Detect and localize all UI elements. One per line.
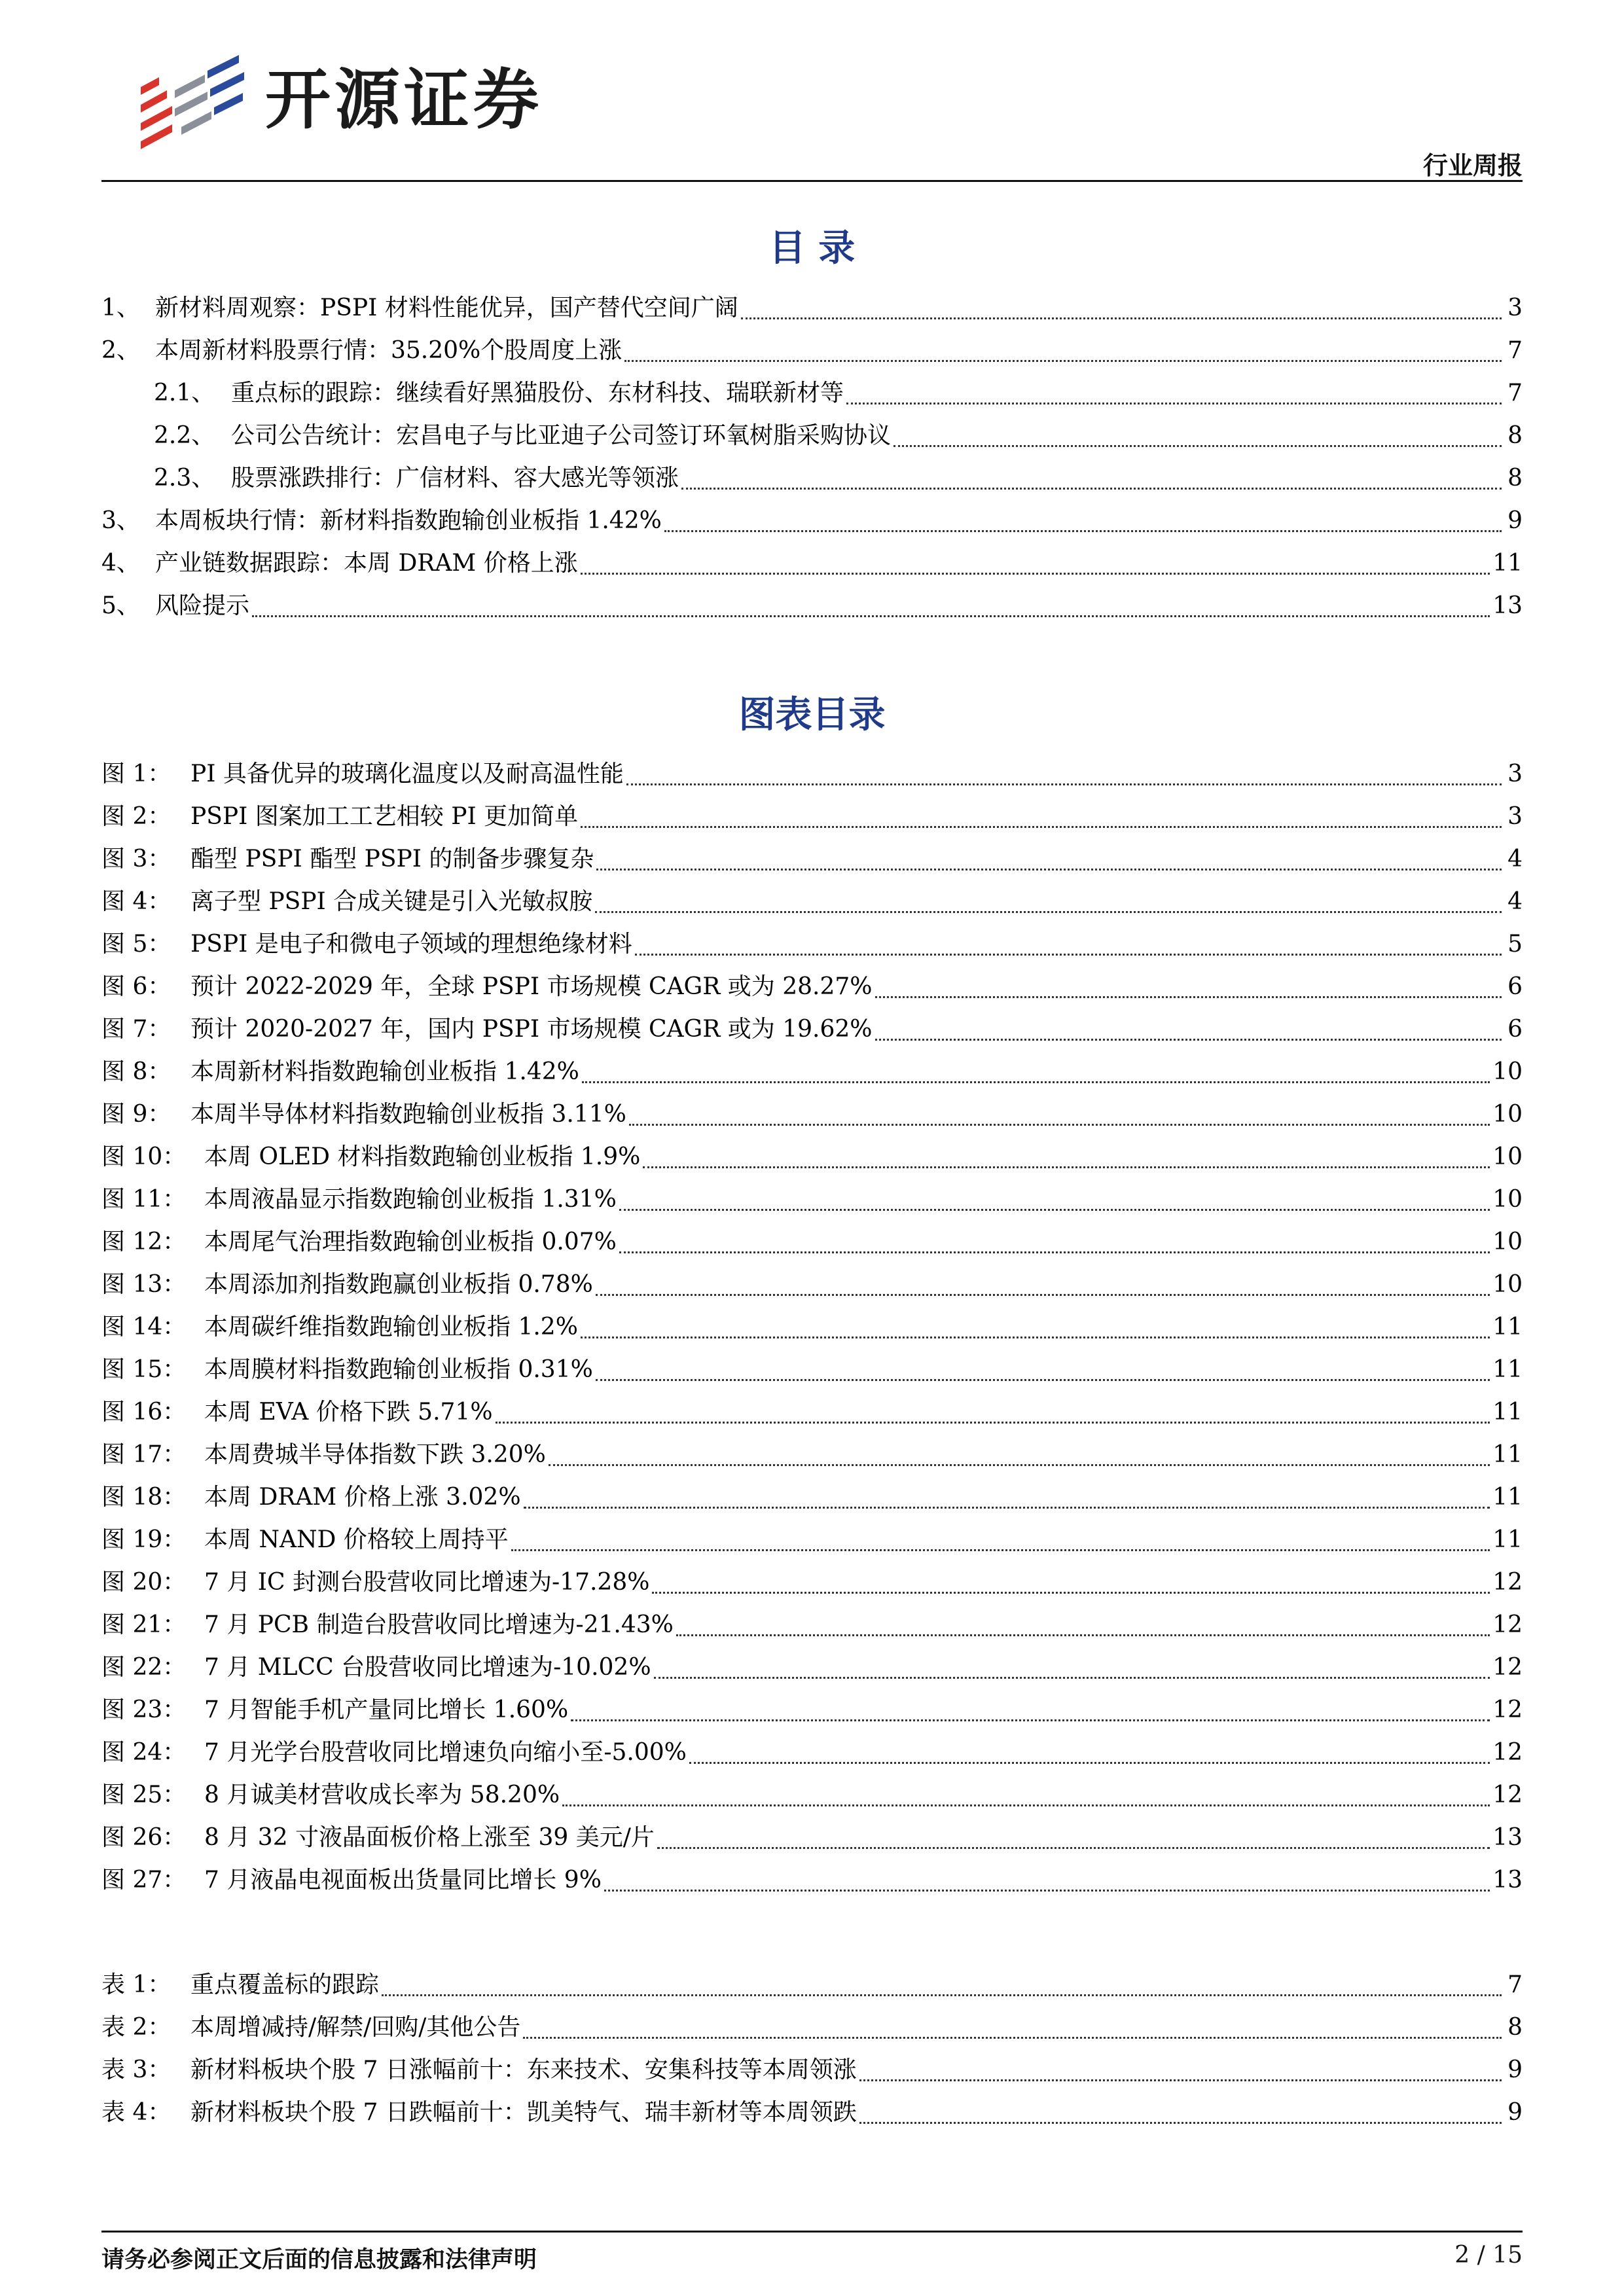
dot-leader	[741, 317, 1502, 319]
dot-leader	[635, 954, 1502, 956]
entry-page-number[interactable]: 4	[1507, 846, 1523, 872]
entry-page-number[interactable]: 10	[1492, 1186, 1523, 1213]
entry-number: 图 13：	[101, 1271, 187, 1298]
entry-page-number[interactable]: 11	[1492, 1441, 1523, 1468]
entry-number: 图 23：	[101, 1696, 187, 1723]
figure-entry[interactable]	[101, 965, 1523, 1008]
entry-title[interactable]: 新材料板块个股 7 日跌幅前十：凯美特气、瑞丰新材等本周领跌	[190, 2099, 857, 2126]
entry-title[interactable]: 重点覆盖标的跟踪	[190, 1971, 380, 1998]
entry-title[interactable]: 本周添加剂指数跑赢创业板指 0.78%	[204, 1271, 593, 1298]
entry-title[interactable]: 本周 EVA 价格下跌 5.71%	[204, 1399, 493, 1426]
entry-number: 表 1：	[101, 1971, 171, 1998]
entry-number: 5、	[101, 592, 140, 619]
entry-number: 图 12：	[101, 1229, 187, 1255]
entry-title[interactable]: 风险提示	[155, 592, 250, 619]
figure-entry[interactable]	[101, 1178, 1523, 1221]
entry-number: 图 19：	[101, 1526, 187, 1553]
figure-entry[interactable]	[101, 753, 1523, 795]
dot-leader	[581, 573, 1490, 575]
entry-page-number[interactable]: 10	[1492, 1101, 1523, 1128]
toc-entry[interactable]	[101, 584, 1523, 627]
figure-entry[interactable]	[101, 795, 1523, 838]
entry-number: 图 27：	[101, 1867, 187, 1893]
entry-number: 图 17：	[101, 1441, 187, 1468]
figure-entry[interactable]	[101, 1816, 1523, 1859]
entry-page-number[interactable]: 6	[1507, 973, 1523, 1000]
figure-entry[interactable]	[101, 1604, 1523, 1646]
dot-leader	[619, 1209, 1490, 1211]
entry-page-number[interactable]: 12	[1492, 1782, 1523, 1808]
figure-entry[interactable]	[101, 1561, 1523, 1604]
entry-number: 图 10：	[101, 1143, 187, 1170]
dot-leader	[629, 1124, 1490, 1126]
dot-leader	[654, 1677, 1490, 1679]
entry-page-number[interactable]: 12	[1492, 1611, 1523, 1638]
dot-leader	[571, 1719, 1490, 1721]
entry-page-number[interactable]: 8	[1507, 2014, 1523, 2041]
footer-divider	[101, 2231, 1523, 2233]
figure-entry[interactable]	[101, 1348, 1523, 1391]
entry-number: 图 9：	[101, 1101, 171, 1128]
entry-number: 图 2：	[101, 803, 171, 830]
entry-title[interactable]: 本周液晶显示指数跑输创业板指 1.31%	[204, 1186, 617, 1213]
toc-entry[interactable]	[101, 414, 1523, 457]
entry-title[interactable]: 本周板块行情：新材料指数跑输创业板指 1.42%	[155, 507, 662, 534]
dot-leader	[652, 1592, 1490, 1594]
entry-number: 图 16：	[101, 1399, 187, 1426]
entry-title[interactable]: 离子型 PSPI 合成关键是引入光敏叔胺	[190, 888, 593, 915]
figure-entry[interactable]	[101, 1646, 1523, 1689]
entry-number: 图 6：	[101, 973, 171, 1000]
footer-disclaimer: 请务必参阅正文后面的信息披露和法律声明	[101, 2247, 537, 2273]
entry-page-number[interactable]: 13	[1492, 1824, 1523, 1851]
figures-title: 图表目录	[738, 694, 886, 736]
entry-page-number[interactable]: 4	[1507, 888, 1523, 915]
entry-title[interactable]: 本周膜材料指数跑输创业板指 0.31%	[204, 1356, 593, 1383]
table-entry[interactable]	[101, 2091, 1523, 2134]
dot-leader	[596, 869, 1502, 870]
toc-entry[interactable]	[101, 542, 1523, 584]
table-list	[101, 1964, 1523, 2134]
entry-page-number[interactable]: 8	[1507, 422, 1523, 449]
entry-number: 图 24：	[101, 1739, 187, 1766]
figure-entry[interactable]	[101, 838, 1523, 880]
entry-number: 图 7：	[101, 1016, 171, 1043]
entry-title[interactable]: PSPI 图案加工工艺相较 PI 更加简单	[190, 803, 579, 830]
entry-title[interactable]: 本周 NAND 价格较上周持平	[204, 1526, 509, 1553]
entry-page-number[interactable]: 8	[1507, 465, 1523, 492]
entry-page-number[interactable]: 10	[1492, 1058, 1523, 1085]
figure-entry[interactable]	[101, 1774, 1523, 1816]
entry-title[interactable]: 本周半导体材料指数跑输创业板指 3.11%	[190, 1101, 626, 1128]
entry-number: 图 25：	[101, 1782, 187, 1808]
entry-number: 表 4：	[101, 2099, 171, 2126]
figure-entry[interactable]	[101, 1008, 1523, 1050]
figure-entry[interactable]	[101, 1731, 1523, 1774]
entry-title[interactable]: 产业链数据跟踪：本周 DRAM 价格上涨	[155, 550, 578, 577]
dot-leader	[581, 1336, 1490, 1338]
dot-leader	[619, 1251, 1490, 1253]
entry-title[interactable]: 7 月液晶电视面板出货量同比增长 9%	[204, 1867, 602, 1893]
brand-mark-icon	[134, 51, 247, 149]
entry-title[interactable]: 7 月 MLCC 台股营收同比增速为-10.02%	[204, 1654, 651, 1681]
toc-list	[101, 287, 1523, 627]
entry-title[interactable]: 7 月 PCB 制造台股营收同比增速为-21.43%	[204, 1611, 674, 1638]
figure-entry[interactable]	[101, 923, 1523, 965]
entry-title[interactable]: 7 月智能手机产量同比增长 1.60%	[204, 1696, 569, 1723]
entry-number: 表 2：	[101, 2014, 171, 2041]
dot-leader	[681, 488, 1502, 490]
entry-title[interactable]: 8 月诚美材营收成长率为 58.20%	[204, 1782, 560, 1808]
toc-entry[interactable]	[101, 372, 1523, 414]
dot-leader	[523, 2037, 1502, 2039]
figure-entry[interactable]	[101, 1391, 1523, 1433]
entry-page-number[interactable]: 7	[1507, 1971, 1523, 1998]
entry-page-number[interactable]: 12	[1492, 1696, 1523, 1723]
dot-leader	[582, 1081, 1490, 1083]
entry-number: 3、	[101, 507, 140, 534]
figure-entry[interactable]	[101, 1306, 1523, 1348]
entry-title[interactable]: 酯型 PSPI 酯型 PSPI 的制备步骤复杂	[190, 846, 594, 872]
entry-title[interactable]: 预计 2020-2027 年，国内 PSPI 市场规模 CAGR 或为 19.62%	[190, 1016, 873, 1043]
entry-number: 4、	[101, 550, 140, 577]
dot-leader	[524, 1507, 1490, 1509]
entry-number: 2.2、	[154, 422, 215, 449]
dot-leader	[382, 1994, 1502, 1996]
dot-leader	[657, 1847, 1490, 1849]
entry-title[interactable]: 重点标的跟踪：继续看好黑猫股份、东材科技、瑞联新材等	[231, 380, 844, 406]
entry-number: 图 5：	[101, 931, 171, 958]
figure-entry[interactable]	[101, 1050, 1523, 1093]
dot-leader	[859, 2122, 1502, 2124]
entry-page-number[interactable]: 9	[1507, 507, 1523, 534]
dot-leader	[859, 2079, 1502, 2081]
dot-leader	[596, 1294, 1490, 1296]
entry-page-number[interactable]: 11	[1492, 1399, 1523, 1426]
entry-page-number[interactable]: 11	[1492, 550, 1523, 577]
toc-entry[interactable]	[101, 457, 1523, 499]
entry-page-number[interactable]: 6	[1507, 1016, 1523, 1043]
entry-number: 2.3、	[154, 465, 215, 492]
entry-title[interactable]: PI 具备优异的玻璃化温度以及耐高温性能	[190, 761, 624, 787]
entry-title[interactable]: 本周增减持/解禁/回购/其他公告	[190, 2014, 521, 2041]
toc-entry[interactable]	[101, 499, 1523, 542]
dot-leader	[664, 530, 1502, 532]
figure-entry[interactable]	[101, 1136, 1523, 1178]
header-divider	[101, 180, 1523, 182]
entry-number: 图 8：	[101, 1058, 171, 1085]
figure-entry[interactable]	[101, 1221, 1523, 1263]
entry-number: 图 14：	[101, 1314, 187, 1340]
entry-number: 图 21：	[101, 1611, 187, 1638]
dot-leader	[893, 445, 1502, 447]
dot-leader	[626, 783, 1502, 785]
entry-page-number[interactable]: 11	[1492, 1526, 1523, 1553]
entry-title[interactable]: 股票涨跌排行：广信材料、容大感光等领涨	[231, 465, 679, 492]
figure-list	[101, 753, 1523, 1901]
entry-page-number[interactable]: 10	[1492, 1229, 1523, 1255]
entry-page-number[interactable]: 7	[1507, 380, 1523, 406]
dot-leader	[596, 1379, 1490, 1381]
dot-leader	[252, 615, 1490, 617]
entry-page-number[interactable]: 3	[1507, 803, 1523, 830]
entry-number: 图 11：	[101, 1186, 187, 1213]
table-entry[interactable]	[101, 1964, 1523, 2006]
dot-leader	[624, 360, 1502, 362]
entry-page-number[interactable]: 7	[1507, 337, 1523, 364]
entry-title[interactable]: 公司公告统计：宏昌电子与比亚迪子公司签订环氧树脂采购协议	[231, 422, 892, 449]
entry-page-number[interactable]: 5	[1507, 931, 1523, 958]
entry-number: 表 3：	[101, 2056, 171, 2083]
entry-title[interactable]: 本周碳纤维指数跑输创业板指 1.2%	[204, 1314, 578, 1340]
entry-page-number[interactable]: 11	[1492, 1356, 1523, 1383]
entry-number: 图 1：	[101, 761, 171, 787]
table-entry[interactable]	[101, 2049, 1523, 2091]
figure-entry[interactable]	[101, 1859, 1523, 1901]
entry-page-number[interactable]: 3	[1507, 761, 1523, 787]
entry-number: 图 3：	[101, 846, 171, 872]
entry-page-number[interactable]: 12	[1492, 1654, 1523, 1681]
figure-entry[interactable]	[101, 1689, 1523, 1731]
dot-leader	[643, 1166, 1490, 1168]
entry-title[interactable]: 7 月光学台股营收同比增速负向缩小至-5.00%	[204, 1739, 687, 1766]
entry-title[interactable]: 本周 OLED 材料指数跑输创业板指 1.9%	[204, 1143, 641, 1170]
figure-entry[interactable]	[101, 1263, 1523, 1306]
entry-number: 图 20：	[101, 1569, 187, 1596]
entry-title[interactable]: 本周 DRAM 价格上涨 3.02%	[204, 1484, 521, 1511]
entry-page-number[interactable]: 9	[1507, 2056, 1523, 2083]
entry-page-number[interactable]: 10	[1492, 1143, 1523, 1170]
figure-entry[interactable]	[101, 880, 1523, 923]
entry-number: 图 15：	[101, 1356, 187, 1383]
entry-number: 2、	[101, 337, 140, 364]
entry-page-number[interactable]: 11	[1492, 1484, 1523, 1511]
toc-entry[interactable]	[101, 287, 1523, 329]
entry-title[interactable]: 新材料板块个股 7 日涨幅前十：东来技术、安集科技等本周领涨	[190, 2056, 857, 2083]
dot-leader	[562, 1804, 1490, 1806]
entry-title[interactable]: 8 月 32 寸液晶面板价格上涨至 39 美元/片	[204, 1824, 655, 1851]
dot-leader	[581, 826, 1502, 828]
entry-title[interactable]: 本周尾气治理指数跑输创业板指 0.07%	[204, 1229, 617, 1255]
brand-name: 开源证券	[265, 62, 543, 138]
figure-entry[interactable]	[101, 1518, 1523, 1561]
entry-page-number[interactable]: 13	[1492, 1867, 1523, 1893]
figure-entry[interactable]	[101, 1476, 1523, 1518]
dot-leader	[549, 1464, 1490, 1466]
figure-entry[interactable]	[101, 1093, 1523, 1136]
dot-leader	[496, 1422, 1490, 1424]
toc-entry[interactable]	[101, 329, 1523, 372]
toc-title: 目 录	[768, 227, 856, 270]
entry-title[interactable]: PSPI 是电子和微电子领域的理想绝缘材料	[190, 931, 632, 958]
dot-leader	[846, 403, 1502, 404]
entry-number: 图 4：	[101, 888, 171, 915]
dot-leader	[689, 1762, 1490, 1764]
entry-number: 图 22：	[101, 1654, 187, 1681]
dot-leader	[604, 1890, 1490, 1892]
entry-page-number[interactable]: 12	[1492, 1739, 1523, 1766]
entry-page-number[interactable]: 11	[1492, 1314, 1523, 1340]
dot-leader	[511, 1549, 1490, 1551]
dot-leader	[676, 1634, 1490, 1636]
brand-logo	[134, 51, 543, 149]
entry-page-number[interactable]: 3	[1507, 295, 1523, 321]
entry-number: 图 26：	[101, 1824, 187, 1851]
table-entry[interactable]	[101, 2006, 1523, 2049]
entry-title[interactable]: 本周费城半导体指数下跌 3.20%	[204, 1441, 546, 1468]
dot-leader	[875, 1039, 1502, 1041]
entry-title[interactable]: 新材料周观察：PSPI 材料性能优异，国产替代空间广阔	[155, 295, 738, 321]
entry-title[interactable]: 预计 2022-2029 年，全球 PSPI 市场规模 CAGR 或为 28.27%	[190, 973, 873, 1000]
entry-page-number[interactable]: 13	[1492, 592, 1523, 619]
entry-number: 2.1、	[154, 380, 215, 406]
entry-page-number[interactable]: 10	[1492, 1271, 1523, 1298]
entry-number: 图 18：	[101, 1484, 187, 1511]
entry-page-number[interactable]: 12	[1492, 1569, 1523, 1596]
entry-title[interactable]: 本周新材料指数跑输创业板指 1.42%	[190, 1058, 579, 1085]
entry-number: 1、	[101, 295, 140, 321]
figure-entry[interactable]	[101, 1433, 1523, 1476]
page-number: 2 / 15	[1454, 2242, 1523, 2269]
entry-page-number[interactable]: 9	[1507, 2099, 1523, 2126]
entry-title[interactable]: 7 月 IC 封测台股营收同比增速为-17.28%	[204, 1569, 650, 1596]
dot-leader	[595, 911, 1502, 913]
dot-leader	[875, 996, 1502, 998]
report-type-label: 行业周报	[1422, 151, 1523, 180]
entry-title[interactable]: 本周新材料股票行情：35.20%个股周度上涨	[155, 337, 623, 364]
